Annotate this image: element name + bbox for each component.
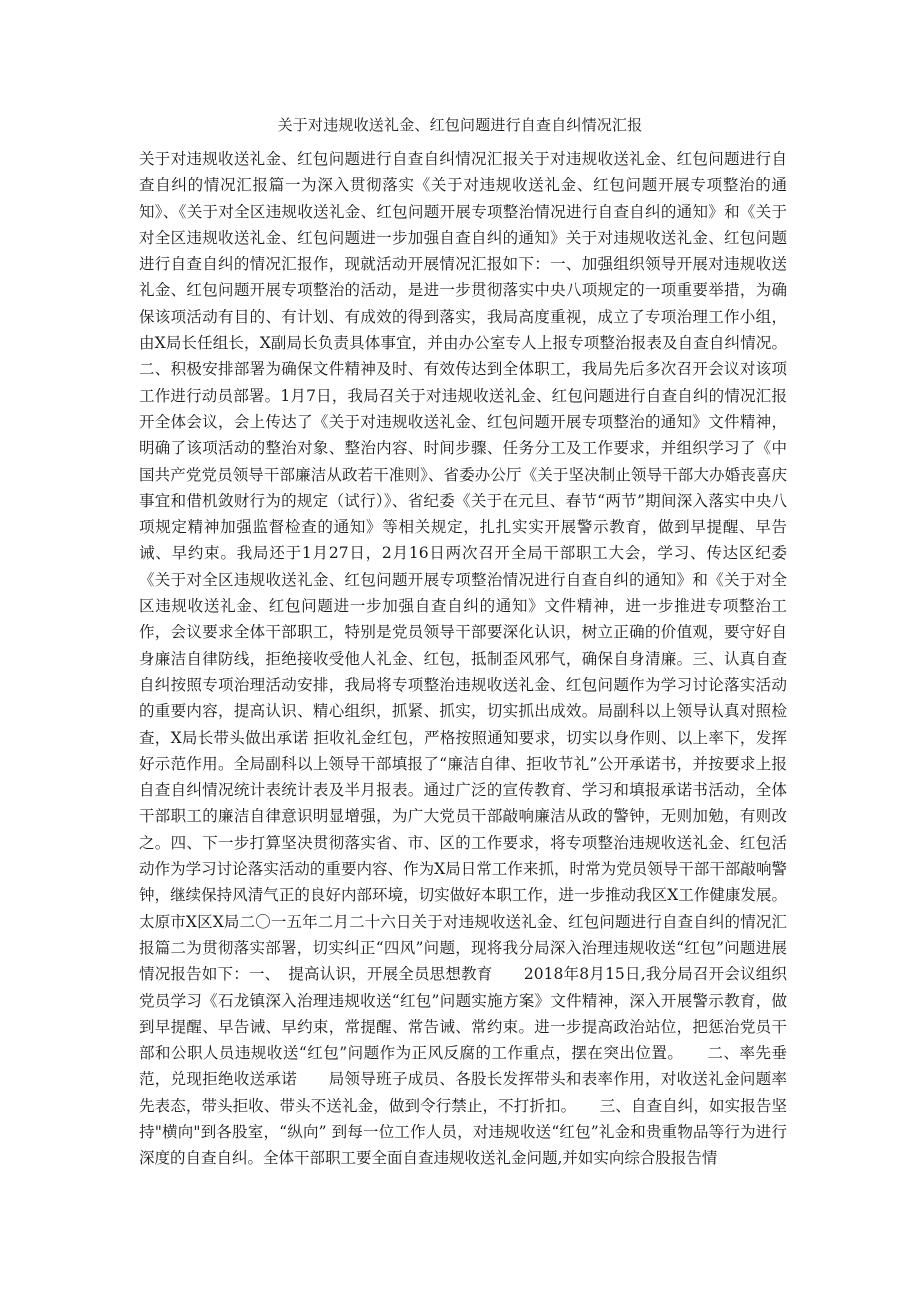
document-body-text: 关于对违规收送礼金、红包问题进行自查自纠情况汇报关于对违规收送礼金、红包问题进行自查自纠的情况汇报篇一为深入贯彻落实《关于对违规收送礼金、红包问题开展专项整治的通知》、《关于对全区违规收送礼金、红包问题开展专项整治情况进行自查自纠的通知》和《关于对全区违规收送礼金、红包问题进一步加强自查自纠的通知》关于对违规收送礼金、红包问题进行自查自纠的情况汇报作，现就活动开展情况汇报如下：一、加强组织领导开展对违规收送礼金、红包问题开展专项整治的活动，是进一步贯彻落实中央八项规定的一项重要举措，为确保该项活动有目的、有计划、有成效的得到落实，我局高度重视，成立了专项治理工作小组，由X局长任组长，X副局长负责具体事宜，并由办公室专人上报专项整治报表及自查自纠情况。二、积极安排部署为确保文件精神及时、有效传达到全体职工，我局先后多次召开会议对该项工作进行动员部署。1月7日，我局召关于对违规收送礼金、红包问题进行自查自纠的情况汇报开全体会议，会上传达了《关于对违规收送礼金、红包问题开展专项整治的通知》文件精神，明确了该项活动的整治对象、整治内容、时间步骤、任务分工及工作要求，并组织学习了《中国共产党党员领导干部廉洁从政若干准则》、省委办公厅《关于坚决制止领导干部大办婚丧喜庆事宜和借机敛财行为的规定（试行）》、省纪委《关于在元旦、春节“两节”期间深入落实中央八项规定精神加强监督检查的通知》等相关规定，扎扎实实开展警示教育，做到早提醒、早告诫、早约束。我局还于1月27日，2月16日两次召开全局干部职工大会，学习、传达区纪委《关于对全区违规收送礼金、红包问题开展专项整治情况进行自查自纠的通知》和《关于对全区违规收送礼金、红包问题进一步加强自查自纠的通知》文件精神，进一步推进专项整治工作，会议要求全体干部职工，特别是党员领导干部要深化认识，树立正确的价值观，要守好自身廉洁自律防线，拒绝接收受他人礼金、红包，抵制歪风邪气，确保自身清廉。三、认真自查自纠按照专项治理活动安排，我局将专项整治违规收送礼金、红包问题作为学习讨论落实活动的重要内容，提高认识、精心组织，抓紧、抓实，切实抓出成效。局副科以上领导认真对照检查，X局长带头做出承诺 拒收礼金红包，严格按照通知要求，切实以身作则、以上率下，发挥好示范作用。全局副科以上领导干部填报了“廉洁自律、拒收节礼”公开承诺书，并按要求上报自查自纠情况统计表统计表及半月报表。通过广泛的宣传教育、学习和填报承诺书活动，全体干部职工的廉洁自律意识明显增强，为广大党员干部敲响廉洁从政的警钟，无则加勉，有则改之。四、下一步打算坚决贯彻落实省、市、区的工作要求，将专项整治违规收送礼金、红包活动作为学习讨论落实活动的重要内容、作为X局日常工作来抓，时常为党员领导干部干部敲响警钟，继续保持风清气正的良好内部环境，切实做好本职工作，进一步推动我区X工作健康发展。太原市X区X局二〇一五年二月二十六日关于对违规收送礼金、红包问题进行自查自纠的情况汇报篇二为贯彻落实部署，切实纠正“四风”问题，现将我分局深入治理违规收送“红包”问题进展情况报告如下：一、 提高认识，开展全员思想教育 2018年8月15日,我分局召开会议组织党员学习《石龙镇深入治理违规收送“红包”问题实施方案》文件精神，深入开展警示教育，做到早提醒、早告诫、早约束，常提醒、常告诫、常约束。进一步提高政治站位，把惩治党员干部和公职人员违规收送“红包”问题作为正风反腐的工作重点，摆在突出位置。 二、率先垂范，兑现拒绝收送承诺 局领导班子成员、各股长发挥带头和表率作用，对收送礼金问题率先表态，带头拒收、带头不送礼金，做到令行禁止，不打折扣。 三、自查自纠，如实报告坚持"横向"到各股室，“纵向” 到每一位工作人员，对违规收送“红包”礼金和贵重物品等行为进行深度的自查自纠。全体干部职工要全面自查违规收送礼金问题,并如实向综合股报告情 (139, 150, 787, 1168)
document-title: 关于对违规收送礼金、红包问题进行自查自纠情况汇报 (277, 116, 643, 134)
